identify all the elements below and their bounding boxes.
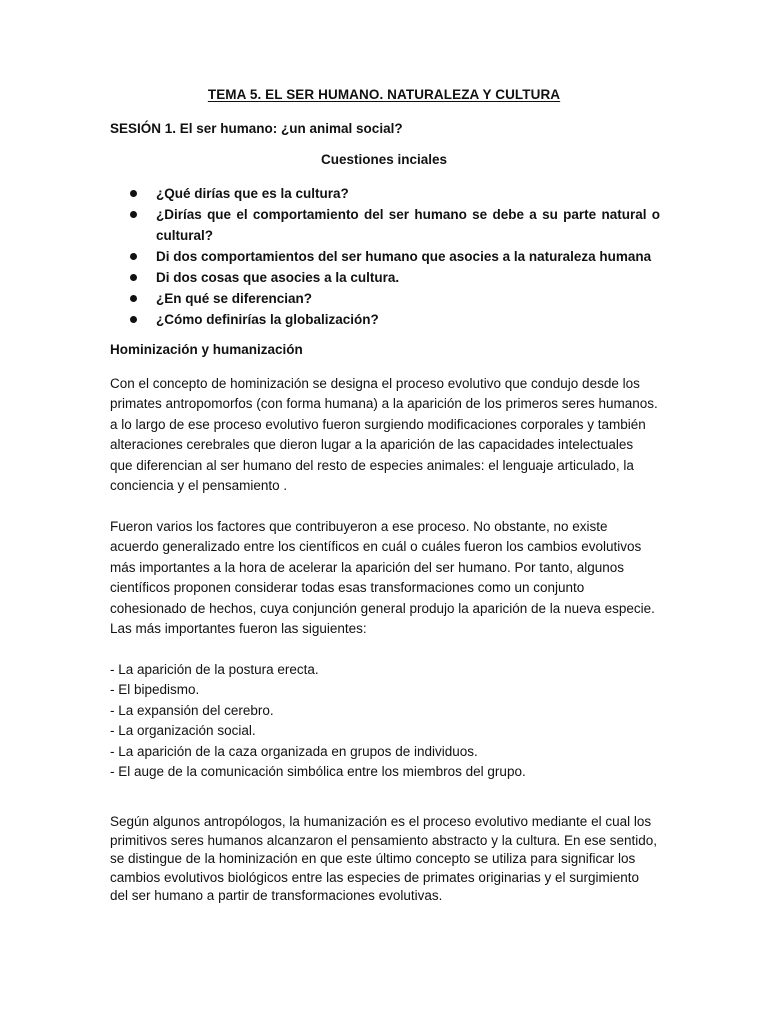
- initial-questions-list: [128, 183, 660, 330]
- bullet-icon: [130, 295, 137, 302]
- question-text: Di dos comportamientos del ser humano que asocies a la naturaleza humana: [156, 249, 652, 264]
- bullet-icon: [130, 274, 137, 281]
- bullet-icon: [130, 316, 137, 323]
- question-text: Di dos cosas que asocies a la cultura.: [156, 270, 400, 285]
- question-item: [128, 183, 660, 204]
- question-item: [128, 246, 660, 267]
- questions-heading: Cuestiones inciales: [320, 152, 448, 167]
- factors-list: [110, 660, 526, 782]
- document-title: TEMA 5. EL SER HUMANO. NATURALEZA Y CULTURA: [207, 87, 561, 102]
- question-item: [128, 267, 660, 288]
- question-text: ¿Dirías que el comportamiento del ser humano se debe a su parte natural o cultural?: [156, 207, 660, 243]
- paragraph-humanization: Según algunos antropólogos, la humanización es el proceso evolutivo mediante el cual los primitivos seres humanos alcanzaron el pensamiento abstracto y la cultura. En ese sentido, se distingue de la hominización en que este último concepto se utiliza para significar los cambios evolutivos biológicos entre las especies de primates originarias y el surgimiento del ser humano a partir de transformaciones evolutivas.: [110, 814, 658, 904]
- factor-item: - La organización social.: [110, 723, 256, 739]
- factor-item: - La expansión del cerebro.: [110, 702, 274, 718]
- question-item: [128, 288, 660, 309]
- bullet-icon: [130, 253, 137, 260]
- question-text: ¿En qué se diferencian?: [156, 291, 313, 306]
- section-heading: Hominización y humanización: [110, 342, 303, 357]
- factor-item: - La aparición de la caza organizada en grupos de individuos.: [110, 743, 478, 759]
- session-heading: SESIÓN 1. El ser humano: ¿un animal social?: [110, 121, 403, 136]
- bullet-icon: [130, 211, 137, 218]
- paragraph-factors-intro: Fueron varios los factores que contribuyeron a ese proceso. No obstante, no existe acuerdo generalizado entre los científicos en cuál o cuáles fueron los cambios evolutivos más importantes a la hora de acelerar la aparición del ser humano. Por tanto, algunos científicos proponen considerar todas esas transformaciones como un conjunto cohesionado de hechos, cuya conjunción general produjo la aparición de la nueva especie. Las más importantes fueron las siguientes:: [110, 519, 655, 637]
- question-text: ¿Qué dirías que es la cultura?: [156, 186, 349, 201]
- question-item: [128, 309, 660, 330]
- bullet-icon: [130, 190, 137, 197]
- question-text: ¿Cómo definirías la globalización?: [156, 312, 379, 327]
- question-item: [128, 204, 660, 246]
- factor-item: - El auge de la comunicación simbólica entre los miembros del grupo.: [110, 764, 526, 780]
- factor-item: - La aparición de la postura erecta.: [110, 662, 319, 677]
- factor-item: - El bipedismo.: [110, 682, 200, 698]
- paragraph-hominization: Con el concepto de hominización se designa el proceso evolutivo que condujo desde los primates antropomorfos (con forma humana) a la aparición de los primeros seres humanos. a lo largo de ese proceso evolutivo fueron surgiendo modificaciones corporales y también alteraciones cerebrales que dieron lugar a la aparición de las capacidades intelectuales que diferencian al ser humano del resto de especies animales: el lenguaje articulado, la conciencia y el pensamiento .: [110, 376, 658, 494]
